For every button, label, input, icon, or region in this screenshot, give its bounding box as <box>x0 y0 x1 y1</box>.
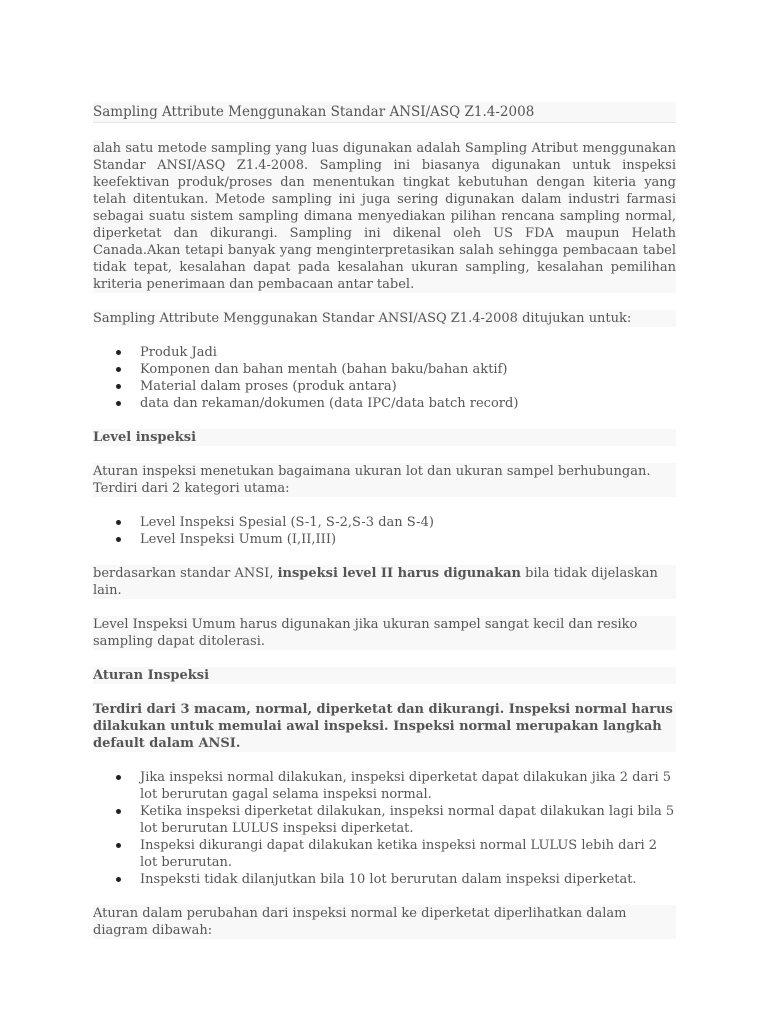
list-item: Level Inspeksi Spesial (S-1, S-2,S-3 dan S-4) <box>140 514 676 531</box>
rules-bold-paragraph: Terdiri dari 3 macam, normal, diperketat dan dikurangi. Inspeksi normal harus dilakukan untuk memulai awal inspeksi. Inspeksi normal merupakan langkah default dalam ANSI. <box>93 701 676 752</box>
list-item: Inspeksti tidak dilanjutkan bila 10 lot berurutan dalam inspeksi diperketat. <box>140 871 676 888</box>
ansi-text-pre: berdasarkan standar ANSI, <box>93 566 278 581</box>
ansi-text-bold: inspeksi level II harus digunakan <box>277 566 521 581</box>
level-heading: Level inspeksi <box>93 429 676 446</box>
list-item: Ketika inspeksi diperketat dilakukan, inspeksi normal dapat dilakukan lagi bila 5 lot berurutan LULUS inspeksi diperketat. <box>140 804 675 836</box>
intro-paragraph: alah satu metode sampling yang luas digunakan adalah Sampling Atribut menggunakan Standar ANSI/ASQ Z1.4-2008. Sampling ini biasanya digunakan untuk inspeksi keefektivan produk/proses dan menentukan tingkat kebutuhan dengan kiteria yang telah ditentukan. Metode sampling ini juga sering digunakan dalam industri farmasi sebagai suatu sistem sampling dimana menyediakan pilihan rencana sampling normal, diperketat dan dikurangi. Sampling ini dikenal oleh US FDA maupun Helath Canada.Akan tetapi banyak yang menginterpretasikan salah sehingga pembacaan tabel tidak tepat, kesalahan dapat pada kesalahan ukuran sampling, kesalahan pemilihan kriteria penerimaan dan pembacaan antar tabel. <box>93 141 676 292</box>
level-list <box>93 514 676 548</box>
level-paragraph: Aturan inspeksi menetukan bagaimana ukuran lot dan ukuran sampel berhubungan. Terdiri dari 2 kategori utama: <box>93 463 676 497</box>
list-item: Level Inspeksi Umum (I,II,III) <box>140 531 676 548</box>
closing-paragraph: Aturan dalam perubahan dari inspeksi normal ke diperketat diperlihatkan dalam diagram dibawah: <box>93 905 676 939</box>
list-item: Produk Jadi <box>140 344 676 361</box>
ansi-text-post: bila tidak dijelaskan lain. <box>93 566 658 598</box>
rules-list <box>93 769 676 888</box>
list-item: Material dalam proses (produk antara) <box>140 378 676 395</box>
list-item: Komponen dan bahan mentah (bahan baku/bahan aktif) <box>140 361 676 378</box>
list-item: Inspeksi dikurangi dapat dilakukan ketika inspeksi normal LULUS lebih dari 2 lot berurutan. <box>140 837 676 871</box>
purpose-list <box>93 344 676 412</box>
list-item: data dan rekaman/dokumen (data IPC/data batch record) <box>140 395 676 412</box>
purpose-intro: Sampling Attribute Menggunakan Standar ANSI/ASQ Z1.4-2008 ditujukan untuk: <box>93 310 676 327</box>
list-item: Jika inspeksi normal dilakukan, inspeksi diperketat dapat dilakukan jika 2 dari 5 lot berurutan gagal selama inspeksi normal. <box>140 769 676 803</box>
ansi-paragraph <box>93 565 676 599</box>
rules-heading: Aturan Inspeksi <box>93 667 676 684</box>
general-level-paragraph: Level Inspeksi Umum harus digunakan jika ukuran sampel sangat kecil dan resiko sampling dapat ditolerasi. <box>93 616 676 650</box>
document-content <box>93 102 676 939</box>
document-title: Sampling Attribute Menggunakan Standar ANSI/ASQ Z1.4-2008 <box>93 102 676 123</box>
